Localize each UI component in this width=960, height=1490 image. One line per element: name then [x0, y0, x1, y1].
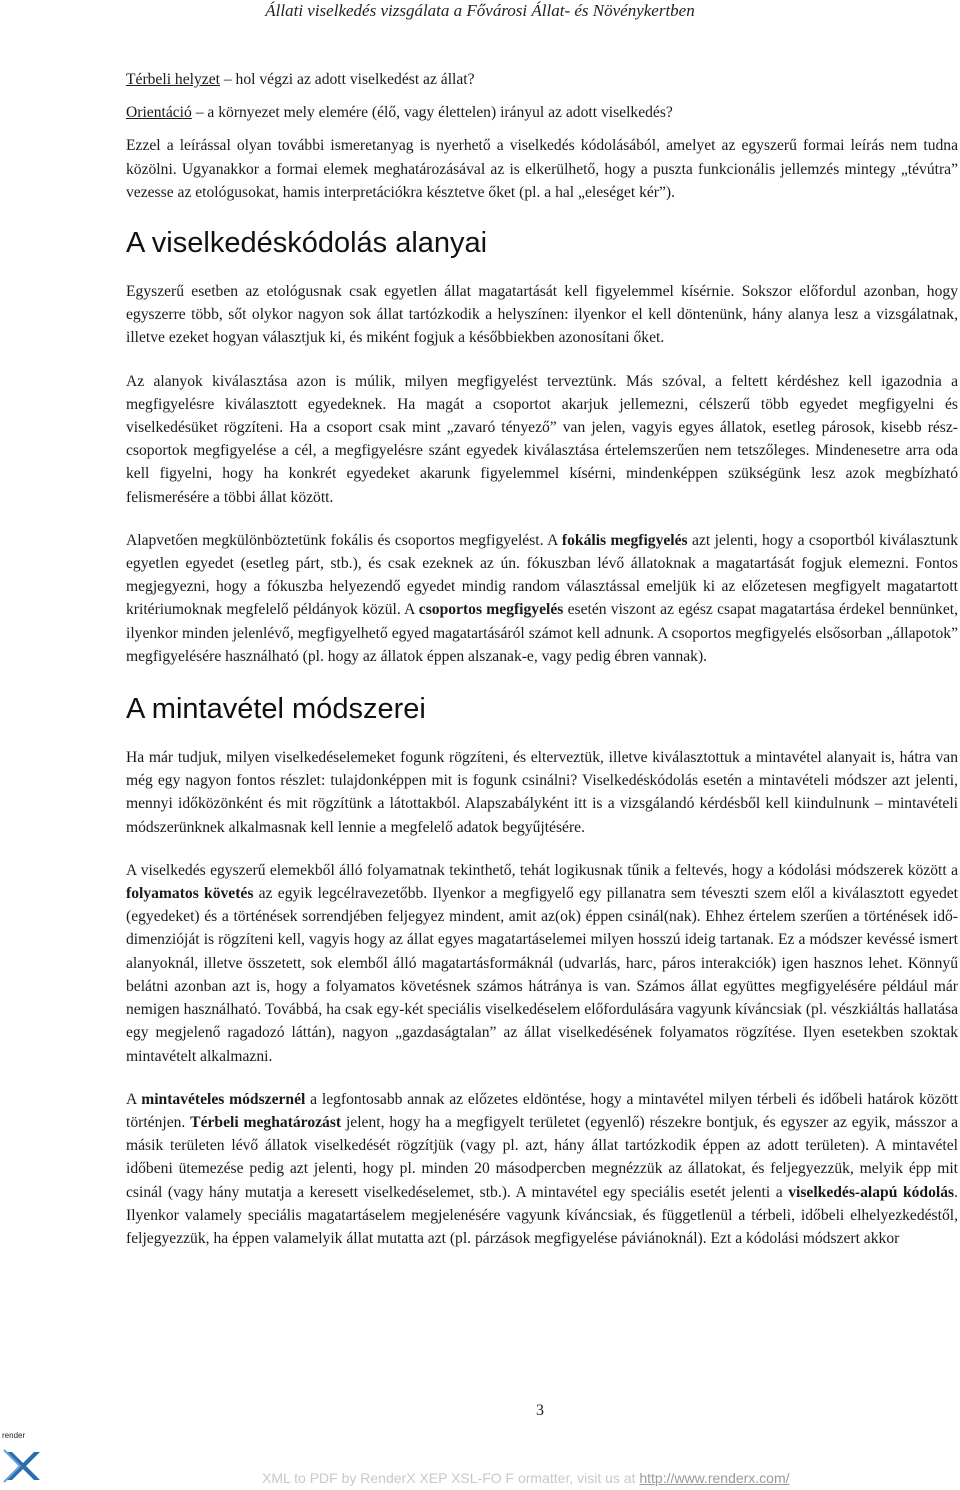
text-run: A: [126, 1090, 142, 1108]
definition-term: Orientáció: [126, 104, 192, 122]
renderx-logo-text: render: [2, 1431, 26, 1440]
definition-text: – a környezet mely elemére (élő, vagy élettelen) irányul az adott viselkedés?: [191, 104, 673, 122]
paragraph: Ha már tudjuk, milyen viselkedéselemeket fogunk rögzíteni, és elterveztük, illetve kiválasztottuk a mintavétel alanyait is, hátra van még egy nagyon fontos részlet: tulajdonképpen mit is fogunk csinálni? Viselkedéskódolás esetén a mintavételi módszer azt jelenti, mennyi időközönként és mit rögzítünk a látottakból. Alapszabályként itt is a vizsgálandó kérdésből kell kiindulnunk – mintavételi módszerünknek alkalmasnak kell lennie a megfelelő adatok begyűjtésére.: [126, 749, 958, 836]
text-run: azt jelenti, hogy a csoportból kiválasztunk egyetlen egyedet (esetleg párt, stb.), és csak ezeknek az ún. fókuszban lévő állatoknak a magatartását fogjuk elemezni. Fontos megjegyezni, hogy a fókuszba helyezendő egyedet mindig random választással emeljük ki az előzetesen megfigyelt magatartott kritériumoknak megfelelő példányok közül. A: [126, 531, 958, 619]
intro-paragraph: Ezzel a leírással olyan további ismeretanyag is nyerhető a viselkedés kódolásából, amelyet az egyszerű formai leírás nem tudna közölni. Ugyanakkor a formai elemek meghatározásával az is elkerülhető, hogy a puszta funkcionális jellemzés mintegy „tévútra” vezesse az etológusokat, hamis interpretációkra késztetve őket (pl. a hal „eleséget kér”).: [126, 137, 958, 201]
definition-text: – hol végzi az adott viselkedést az állat?: [219, 71, 475, 88]
running-head: Állati viselkedés vizsgálata a Fővárosi Állat- és Növénykertben: [265, 1, 695, 20]
bold-term: fokális megfigyelés: [561, 531, 688, 549]
text-run: az egyik legcélravezetőbb. Ilyenkor a megfigyelő egy pillanatra sem téveszti szem elől a kiválasztott egyedet (egyedeket) és a történések sorrendjében feljegyez mindent, amit az(ok) éppen csinál(nak). Ehhez értelem szerűen a történések idő-dimenzióját is rögzíteni kell, vagyis hogy az állat egyes magatartáselemei milyen hosszú ideig tartanak. Ez a módszer kevéssé ismert alanyoknál, illetve összetett, sok elemből álló magatartásformáknál (udvarlás, harc, páros interakciók) igen hasznos lehet. Könnyű belátni azonban azt is, hogy a folyamatos követésnek számos hátránya is van. Számos állat együttes megfigyelésére például már nemigen használható. Továbbá, ha csak egy-két speciális viselkedéselem előfordulására vagyunk kíváncsiak (pl. vészkiáltás hallatása egy megjelenő ragadozó láttán), nagyon „gazdaságtalan” az állat viselkedésének folyamatos rögzítése. Ilyen esetekben szoktak mintavételt alkalmazni.: [126, 885, 959, 1065]
paragraph: [126, 859, 958, 1068]
definition-spatial: [126, 68, 958, 91]
section-heading: A viselkedéskódolás alanyai: [126, 227, 488, 260]
definition-orientation: [126, 101, 958, 124]
page-number: 3: [536, 1402, 544, 1419]
text-run: A viselkedés egyszerű elemekből álló folyamatnak tekinthető, tehát logikusnak tűnik a feltevés, hogy a kódolási módszerek között a: [126, 861, 958, 879]
paragraph: Az alanyok kiválasztása azon is múlik, milyen megfigyelést terveztünk. Más szóval, a feltett kérdéshez kell igazodnia a megfigyelésre kiválasztott egyedeknek. Ha magát a csoportot akarjuk jellemezni, célszerű több egyedet megfigyelni és viselkedésüket rögzíteni. Ha a csoport csak mint „zavaró tényező” van jelen, vagyis egyes állatok, esetleg párosok, kisebb rész-csoportok megfigyelése a cél, a megfigyelésre szánt egyedek kiválasztása értelemszerűen nem tetszőleges. Mindenesetre arra oda kell figyelni, hogy ha konkrét egyedeket akarunk figyelemmel kísérni, mindenképpen szükségünk lesz azok megbízható felismerésére a többi állat között.: [126, 372, 958, 506]
page-content: [126, 68, 958, 1250]
text-run: a legfontosabb annak az előzetes eldöntése, hogy a mintavétel milyen térbeli és időbeli határok között történjen.: [126, 1090, 958, 1131]
bold-term: Térbeli meghatározást: [190, 1113, 342, 1131]
bold-term: mintavételes módszernél: [141, 1090, 306, 1108]
bold-term: viselkedés-alapú kódolás: [788, 1183, 955, 1201]
paragraph: [126, 529, 958, 668]
text-run: . Ilyenkor valamely speciális magatartáselem megjelenésére vagyunk kíváncsiak, és függetlenül a térbeli, időbeli elhelyezkedéstől, feljegyezzük, ha éppen valamelyik állat mutatta azt (pl. párzások megfigyelése páviánoknál). Ezt a kódolási módszert akkor: [126, 1183, 958, 1247]
footer-text: XML to PDF by RenderX XEP XSL-FO F ormatter, visit us at: [262, 1470, 640, 1486]
footer: [262, 1470, 790, 1486]
paragraph: Egyszerű esetben az etológusnak csak egyetlen állat magatartását kell figyelemmel kísérnie. Sokszor előfordul azonban, hogy egyszerre több, sőt olykor nagyon sok állat tartózkodik a helyszínen: ilyenkor el kell döntenünk, hány alanya lesz a vizsgálatnak, illetve ezeket hogyan választjuk ki, és miként fogjuk a későbbiekben azonosítani őket.: [126, 283, 958, 347]
text-run: jelent, hogy ha a megfigyelt területet (egyenlő) részekre bontjuk, és egyszer az egyik, másszor a másik területen lévő állatok viselkedését rögzítjük (vagy pl. azt, hány állat tartózkodik éppen az adott területen). A mintavétel időbeni ütemezése pedig azt jelenti, hogy pl. minden 20 másodpercben megnézzük az állatokat, és feljegyezzük, melyik épp mit csinál (vagy hány mutatja a keresett viselkedéselemet, stb.). A mintavétel egy speciális esetét jelenti a: [126, 1113, 958, 1201]
paragraph: [126, 1088, 958, 1250]
renderx-logo-icon: [0, 1430, 44, 1486]
bold-term: folyamatos követés: [126, 885, 254, 903]
text-run: esetén viszont az egész csapat magatartása érdekel bennünket, ilyenkor minden jelenlévő, megfigyelhető egyed magatartásáról számot kell adnunk. A csoportos megfigyelés elsősorban „állapotok” megfigyelésére használható (pl. hogy az állatok éppen alszanak-e, vagy pedig ébren vannak).: [126, 601, 958, 665]
section-heading: A mintavétel módszerei: [126, 693, 426, 726]
definition-term: Térbeli helyzet: [126, 71, 220, 88]
bold-term: csoportos megfigyelés: [418, 601, 564, 619]
text-run: Alapvetően megkülönböztetünk fokális és csoportos megfigyelést. A: [126, 531, 562, 549]
footer-link[interactable]: http://www.renderx.com/: [639, 1470, 790, 1486]
